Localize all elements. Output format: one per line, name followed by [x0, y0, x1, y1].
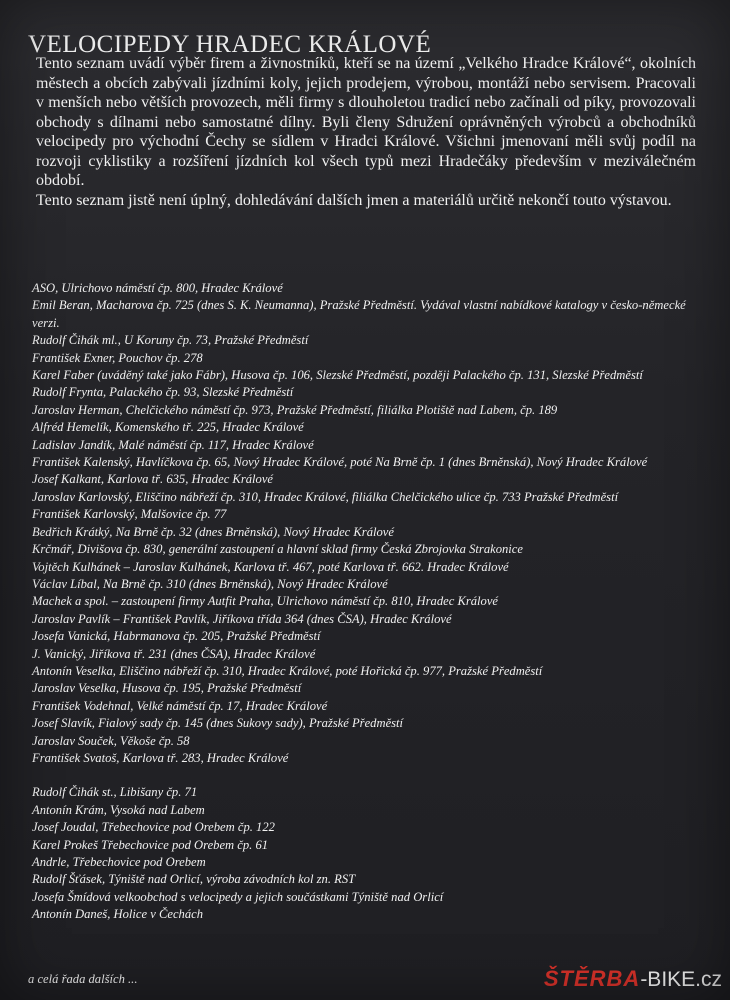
more-note: a celá řada dalších ...	[28, 972, 138, 986]
list-item: Andrle, Třebechovice pod Orebem	[32, 855, 206, 869]
panel-title: VELOCIPEDY HRADEC KRÁLOVÉ	[28, 30, 432, 58]
list-item: Josef Slavík, Fialový sady čp. 145 (dnes Sukovy sady), Pražské Předměstí	[32, 716, 404, 731]
list-item: Vojtěch Kulhánek – Jaroslav Kulhánek, Karlova tř. 467, poté Karlova tř. 662. Hradec Králové	[32, 559, 509, 574]
watermark-logo	[544, 966, 722, 992]
list-item: Jaroslav Pavlík – František Pavlík, Jiříkova třída 364 (dnes ČSA), Hradec Králové	[32, 611, 452, 626]
list-item: Jaroslav Souček, Věkoše čp. 58	[32, 733, 190, 748]
list-item: Antonín Daneš, Holice v Čechách	[32, 907, 204, 922]
list-item: Emil Beran, Macharova čp. 725 (dnes S. K. Neumanna), Pražské Předměstí. Vydával vlastní nabídkové katalogy v česko-německé verzi.	[32, 298, 686, 330]
list-item: Jaroslav Veselka, Husova čp. 195, Pražské Předměstí	[32, 681, 302, 696]
firm-list-region	[32, 784, 702, 923]
list-item: František Exner, Pouchov čp. 278	[32, 350, 203, 365]
list-item: Alfréd Hemelík, Komenského tř. 225, Hradec Králové	[32, 420, 304, 435]
list-item: František Svatoš, Karlova tř. 283, Hradec Králové	[32, 750, 289, 765]
list-item: Josef Kalkant, Karlova tř. 635, Hradec Králové	[32, 472, 274, 487]
list-item: Ladislav Jandík, Malé náměstí čp. 117, Hradec Králové	[32, 437, 314, 452]
list-item: Rudolf Čihák ml., U Koruny čp. 73, Pražské Předměstí	[32, 333, 309, 348]
list-item: Jaroslav Herman, Chelčického náměstí čp. 973, Pražské Předměstí, filiálka Plotiště nad Labem, čp. 189	[32, 402, 558, 417]
list-item: Krčmář, Divišova čp. 830, generální zastoupení a hlavní sklad firmy Česká Zbrojovka Strakonice	[32, 542, 523, 557]
firm-list	[32, 280, 702, 924]
intro-text	[36, 54, 696, 210]
list-item: Antonín Krám, Vysoká nad Labem	[32, 802, 205, 817]
intro-paragraph: Tento seznam jistě není úplný, dohledávání dalších jmen a materiálů určitě nekončí touto výstavou.	[36, 191, 672, 209]
list-item: Karel Prokeš Třebechovice pod Orebem čp. 61	[32, 837, 269, 852]
list-item: Rudolf Šťásek, Týniště nad Orlicí, výroba závodních kol zn. RST	[32, 872, 356, 887]
list-item: Karel Faber (uváděný také jako Fábr), Husova čp. 106, Slezské Předměstí, později Palackého čp. 131, Slezské Předměstí	[32, 368, 643, 383]
list-item: František Karlovský, Malšovice čp. 77	[32, 507, 227, 522]
list-item: Bedřich Krátký, Na Brně čp. 32 (dnes Brněnská), Nový Hradec Králové	[32, 524, 394, 539]
list-item: Josefa Šmídová velkoobchod s velocipedy a jejich součástkami Týniště nad Orlicí	[32, 889, 444, 904]
list-item: Josef Joudal, Třebechovice pod Orebem čp. 122	[32, 820, 275, 835]
list-item: František Kalenský, Havlíčkova čp. 65, Nový Hradec Králové, poté Na Brně čp. 1 (dnes Brněnská), Nový Hradec Králové	[32, 455, 648, 470]
list-item: Jaroslav Karlovský, Eliščino nábřeží čp. 310, Hradec Králové, filiálka Chelčického ulice čp. 733 Pražské Předměstí	[32, 489, 619, 504]
list-item: Antonín Veselka, Eliščino nábřeží čp. 310, Hradec Králové, poté Hořická čp. 977, Pražské Předměstí	[32, 663, 543, 678]
list-item: ASO, Ulrichovo náměstí čp. 800, Hradec Králové	[32, 281, 283, 295]
intro-paragraph: Tento seznam uvádí výběr firem a živnostníků, kteří se na území „Velkého Hradce Králové“, okolních městech a obcích zabývali jízdními koly, jejich prodejem, výrobou, montáží nebo servisem. Pracovali v menších nebo větších provozech, měli firmy s dlouholetou tradicí nebo začínali od píky, provozovali obchody s dílnami nebo samostatné dílny. Byli členy Sdružení oprávněných výrobců a obchodníků velocipedy pro východní Čechy se sídlem v Hradci Králové. Všichni jmenovaní měli svůj podíl na rozvoji cyklistiky a rozšíření jízdních kol všech typů mezi Hradečáky především v meziválečném období.	[36, 55, 696, 189]
watermark-suffix: -BIKE.cz	[640, 968, 722, 991]
list-item: Machek a spol. – zastoupení firmy Autfit Praha, Ulrichovo náměstí čp. 810, Hradec Králové	[32, 594, 499, 609]
list-item: František Vodehnal, Velké náměstí čp. 17, Hradec Králové	[32, 698, 328, 713]
list-item: Josefa Vanická, Habrmanova čp. 205, Pražské Předměstí	[32, 629, 321, 644]
list-item: Rudolf Čihák st., Libišany čp. 71	[32, 785, 198, 800]
watermark-brand: ŠTĚRBA	[543, 966, 641, 991]
firm-list-hradec	[32, 280, 702, 767]
list-item: Václav Líbal, Na Brně čp. 310 (dnes Brněnská), Nový Hradec Králové	[32, 576, 388, 591]
list-item: J. Vanický, Jiříkova tř. 231 (dnes ČSA), Hradec Králové	[32, 646, 316, 661]
list-item: Rudolf Frynta, Palackého čp. 93, Slezské Předměstí	[32, 385, 294, 400]
